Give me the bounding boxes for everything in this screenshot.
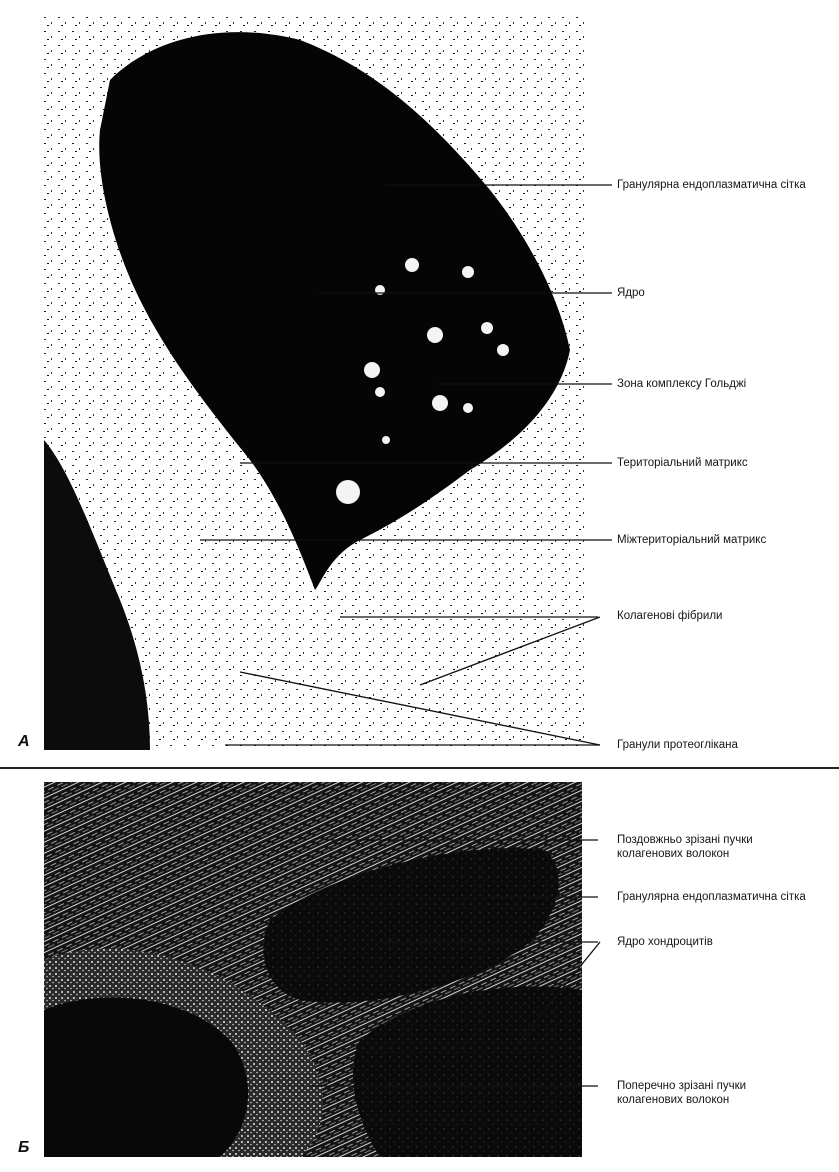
label-granular-er-b: Гранулярна ендоплазматична сітка — [617, 891, 806, 903]
label-chondrocyte-nuclei: Ядро хондроцитів — [617, 936, 713, 948]
panel-b-micrograph — [44, 782, 600, 1157]
label-granular-er: Гранулярна ендоплазматична сітка — [617, 179, 806, 191]
panel-divider — [0, 767, 839, 769]
label-proteoglycan-granules: Гранули протеоглікана — [617, 739, 738, 751]
label-longitudinal-bundles — [617, 833, 753, 861]
label-transverse-bundles — [617, 1079, 746, 1107]
label-longitudinal-bundles-line1: Поздовжньо зрізані пучки — [617, 834, 753, 846]
panel-a-letter: А — [18, 733, 30, 750]
label-longitudinal-bundles-line2: колагенових волокон — [617, 848, 730, 860]
label-transverse-bundles-line1: Поперечно зрізані пучки — [617, 1080, 747, 1092]
label-collagen-fibrils: Колагенові фібрили — [617, 610, 723, 622]
label-interterritorial-matrix: Міжтериторіальний матрикс — [617, 534, 767, 546]
label-territorial-matrix: Територіальний матрикс — [617, 457, 748, 469]
label-nucleus: Ядро — [617, 287, 645, 299]
label-transverse-bundles-line2: колагенових волокон — [617, 1094, 730, 1106]
panel-a-micrograph — [44, 12, 612, 750]
label-golgi-zone: Зона комплексу Гольджі — [617, 378, 747, 390]
panel-b-letter: Б — [18, 1139, 30, 1156]
